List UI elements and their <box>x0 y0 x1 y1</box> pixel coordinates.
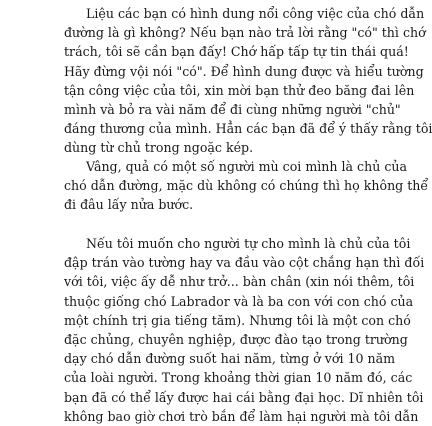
paragraph-2 <box>64 157 429 215</box>
text-line: bạn đã có thể lấy được hai cái bằng đại học. Dĩ nhiên tôi <box>64 389 424 405</box>
text-line: chó dẫn đường, mặc dù không có chúng thì họ không thể <box>64 178 429 194</box>
text-line: đập trán vào tường hay va đầu vào cột chắng hạn thì đối <box>64 255 425 271</box>
text-line: dạy chó dẫn đường suốt hai năm, từng ở với 10 năm <box>64 351 396 367</box>
text-line: đặc chủng, chuyên nghiệp, được đào tạo trong trường <box>64 331 408 347</box>
text-line: của loài người. Trong khoảng thời gian 10 năm đó, các <box>64 370 413 386</box>
text-line: một chính trị gia tiếng tăm). Nhưng tôi là một con chó <box>64 312 411 328</box>
text-line: mình và bỏ ra vài năm để đi cùng những người "chủ" <box>64 101 401 117</box>
text-line: dùng từ chủ trong ngoặc kép. <box>64 140 254 156</box>
paragraph-1 <box>64 4 432 158</box>
text-line: Nếu tôi muốn cho người tự cho mình là chủ của tôi <box>86 236 411 251</box>
text-line: Vâng, quả có một số người mù coi mình là chủ của <box>86 159 408 174</box>
text-line: tận công việc của tôi, xin mời bạn thử đeo băng đai lên <box>64 82 415 98</box>
text-line: không bao giờ chơi trò bắn để làm hại người mà tôi dẫn <box>64 408 419 424</box>
text-line: đáng thương của mình. Hẳn các bạn đã để ý thấy rằng tôi <box>64 121 432 137</box>
text-line: với tôi, việc ấy dễ như trở... bàn chân (xin nói thêm, tôi <box>64 274 415 290</box>
text-line: đường là gì không? Nếu bạn nào trả lời rằng "có" thì chớ <box>64 25 426 41</box>
text-line: đi đâu lấy nửa bước. <box>64 197 194 213</box>
text-line: trách, tôi sẽ cần bạn đấy! Chớ hấp tấp tự tin thái quá! <box>64 44 409 60</box>
text-line: Liệu các bạn có hình dung nổi công việc của chó dẫn <box>86 6 425 21</box>
text-line: thuộc giống chó Labrador và là ba con với con chó của <box>64 293 414 309</box>
text-line: Hãy đừng vội nói "có". Để hình dung được và hiểu tường <box>64 63 424 79</box>
paragraph-3 <box>64 234 425 426</box>
